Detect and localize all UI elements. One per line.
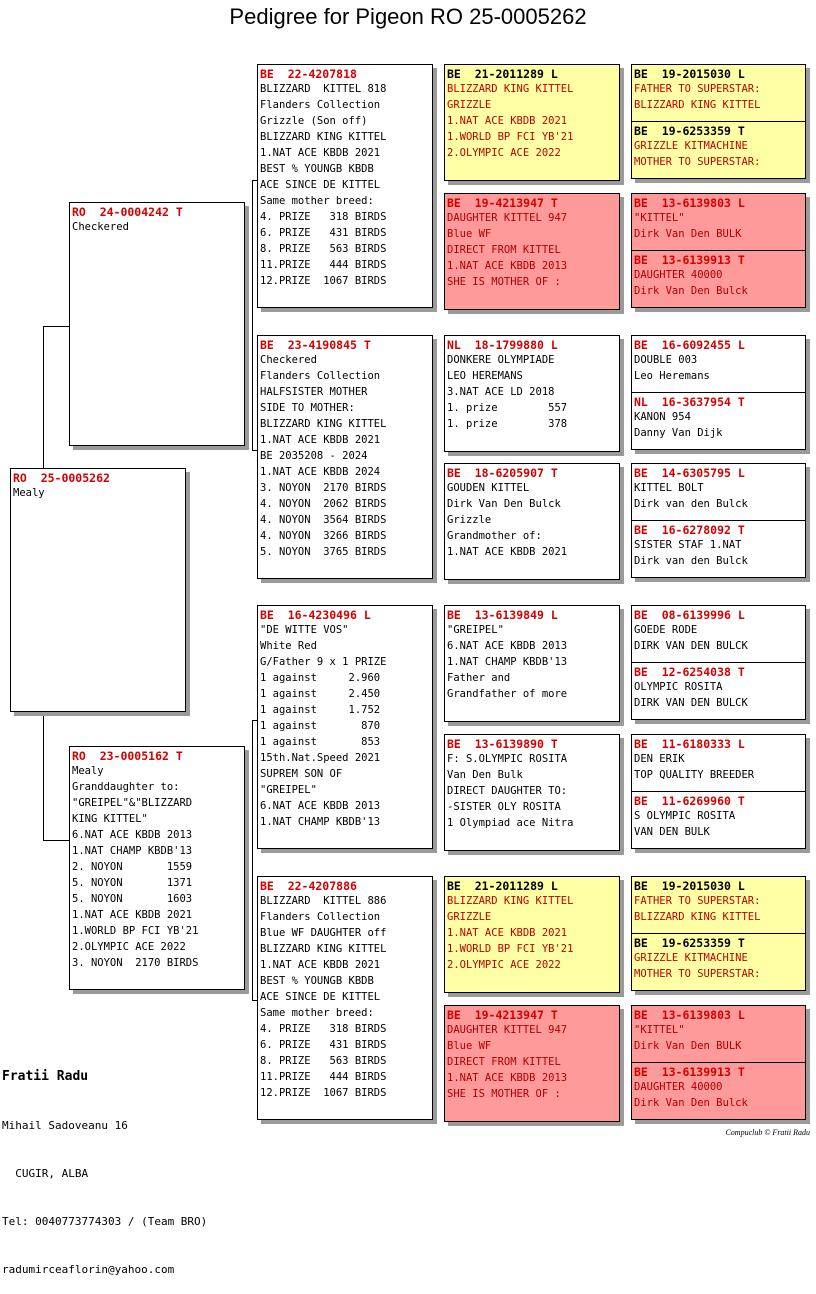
card-line: White Red — [260, 640, 317, 652]
card-line: SHE IS MOTHER OF : — [447, 1088, 561, 1100]
card-gen4 — [631, 1005, 806, 1063]
page-title: Pedigree for Pigeon RO 25-0005262 — [229, 4, 587, 29]
card-line: Dirk Van Den Bulck — [447, 498, 561, 510]
ring-number: RO 24-0004242 T — [72, 205, 183, 219]
connector-line — [252, 720, 253, 1000]
card-line: MOTHER TO SUPERSTAR: — [634, 156, 761, 168]
connector-line — [43, 712, 44, 748]
owner-line: CUGIR, ALBA — [2, 1167, 89, 1180]
card-line: "KITTEL" — [634, 212, 685, 224]
ring-number: BE 13-6139849 L — [447, 608, 558, 622]
ring-number: BE 16-4230496 L — [260, 608, 371, 622]
ring-number: BE 19-4213947 T — [447, 196, 558, 210]
card-line: BE 2035208 - 2024 — [260, 450, 368, 462]
card-line: Grizzle (Son off) — [260, 115, 368, 127]
card-line: VAN DEN BULK — [634, 826, 710, 838]
card-line: BLIZZARD KING KITTEL — [634, 911, 761, 923]
card-gen4 — [631, 121, 806, 179]
connector-line — [43, 840, 70, 841]
card-line: 2.OLYMPIC ACE 2022 — [447, 959, 561, 971]
card-gen4 — [631, 662, 806, 720]
card-line: 4. PRIZE 318 BIRDS — [260, 211, 387, 223]
card-line: KANON 954 — [634, 411, 691, 423]
card-line: FATHER TO SUPERSTAR: — [634, 895, 761, 907]
card-line: 3.NAT ACE LD 2018 — [447, 386, 555, 398]
ring-number: BE 22-4207886 — [260, 879, 357, 893]
card-line: 1. prize 378 — [447, 418, 568, 430]
card-line: 1 against 870 — [260, 720, 381, 732]
card-line: 1.NAT ACE KBDB 2021 — [260, 434, 381, 446]
card-line: 1.NAT CHAMP KBDB'13 — [260, 816, 381, 828]
card-line: F: S.OLYMPIC ROSITA — [447, 753, 568, 765]
owner-line: Mihail Sadoveanu 16 — [2, 1119, 128, 1132]
card-gen4 — [631, 734, 806, 792]
card-sire-sire — [257, 64, 433, 308]
card-line: 1.WORLD BP FCI YB'21 — [447, 131, 574, 143]
ring-number: BE 23-4190845 T — [260, 338, 371, 352]
ring-number: BE 11-6269960 T — [634, 794, 745, 808]
card-line: GRIZZLE KITMACHINE — [634, 952, 748, 964]
ring-number: BE 13-6139913 T — [634, 253, 745, 267]
card-line: 4. NOYON 3564 BIRDS — [260, 514, 387, 526]
ring-number: BE 16-6092455 L — [634, 338, 745, 352]
card-gen4 — [631, 605, 806, 663]
card-line: SIDE TO MOTHER: — [260, 402, 355, 414]
ring-number: RO 25-0005262 — [13, 471, 110, 485]
card-line: 12.PRIZE 1067 BIRDS — [260, 275, 387, 287]
card-line: BLIZZARD KITTEL 818 — [260, 83, 387, 95]
card-line: 6. PRIZE 431 BIRDS — [260, 227, 387, 239]
card-gen3 — [444, 876, 620, 993]
card-line: 1.NAT ACE KBDB 2013 — [447, 260, 568, 272]
owner-line: Tel: 0040773774303 / (Team BRO) — [2, 1215, 208, 1228]
card-line: 11.PRIZE 444 BIRDS — [260, 259, 387, 271]
card-line: 1.WORLD BP FCI YB'21 — [72, 925, 199, 937]
ring-number: BE 13-6139803 L — [634, 196, 745, 210]
card-line: Dirk Van Den BULK — [634, 1040, 742, 1052]
card-line: DONKERE OLYMPIADE — [447, 354, 555, 366]
card-line: "DE WITTE VOS" — [260, 624, 349, 636]
card-gen4 — [631, 392, 806, 450]
card-gen4 — [631, 335, 806, 393]
card-line: 1.NAT ACE KBDB 2021 — [72, 909, 193, 921]
ring-number: BE 19-2015030 L — [634, 879, 745, 893]
card-line: BLIZZARD KING KITTEL — [260, 943, 387, 955]
card-dam-sire — [257, 605, 433, 849]
card-line: Checkered — [72, 221, 129, 233]
card-line: Blue WF — [447, 1040, 492, 1052]
card-dam-dam — [257, 876, 433, 1120]
card-line: 2. NOYON 1559 — [72, 861, 193, 873]
card-sire-dam — [257, 335, 433, 579]
card-line: "GREIPEL" — [447, 624, 504, 636]
card-line: 5. NOYON 1603 — [72, 893, 193, 905]
card-line: 3. NOYON 2170 BIRDS — [72, 957, 199, 969]
card-line: BLIZZARD KING KITTEL — [260, 418, 387, 430]
card-line: 4. PRIZE 318 BIRDS — [260, 1023, 387, 1035]
card-line: DIRK VAN DEN BULCK — [634, 640, 748, 652]
card-line: 1.NAT ACE KBDB 2021 — [447, 546, 568, 558]
card-line: 4. NOYON 3266 BIRDS — [260, 530, 387, 542]
ring-number: BE 19-6253359 T — [634, 124, 745, 138]
card-line: ACE SINCE DE KITTEL — [260, 991, 381, 1003]
card-line: 1.NAT CHAMP KBDB'13 — [447, 656, 568, 668]
card-line: Grizzle — [447, 514, 492, 526]
card-line: 1.NAT ACE KBDB 2021 — [447, 927, 568, 939]
card-line: DAUGHTER KITTEL 947 — [447, 1024, 568, 1036]
card-line: KITTEL BOLT — [634, 482, 704, 494]
card-line: 5. NOYON 1371 — [72, 877, 193, 889]
card-line: DOUBLE 003 — [634, 354, 698, 366]
card-line: 1 against 1.752 — [260, 704, 381, 716]
owner-info — [2, 1036, 207, 1294]
card-line: 8. PRIZE 563 BIRDS — [260, 1055, 387, 1067]
card-line: Granddaughter to: — [72, 781, 180, 793]
connector-line — [43, 326, 71, 327]
ring-number: BE 08-6139996 L — [634, 608, 745, 622]
card-line: 4. NOYON 2062 BIRDS — [260, 498, 387, 510]
card-gen3 — [444, 734, 620, 851]
card-line: Blue WF — [447, 228, 492, 240]
card-line: Same mother breed: — [260, 1007, 374, 1019]
card-gen3 — [444, 64, 620, 181]
connector-line — [43, 748, 44, 840]
card-line: GRIZZLE — [447, 99, 492, 111]
card-line: SISTER STAF 1.NAT — [634, 539, 742, 551]
card-line: 1. prize 557 — [447, 402, 568, 414]
footer-credit: Compuclub © Fratii Radu — [725, 1128, 810, 1137]
ring-number: BE 22-4207818 — [260, 67, 357, 81]
card-line: Dirk Van Den Bulck — [634, 1097, 748, 1109]
connector-line — [43, 326, 44, 470]
card-line: DAUGHTER 40000 — [634, 1081, 723, 1093]
card-line: GOUDEN KITTEL — [447, 482, 530, 494]
card-line: Mealy — [13, 487, 45, 499]
card-gen4 — [631, 250, 806, 308]
card-sire — [69, 202, 245, 446]
card-line: 6.NAT ACE KBDB 2013 — [72, 829, 193, 841]
card-gen4 — [631, 876, 806, 934]
card-line: 6. PRIZE 431 BIRDS — [260, 1039, 387, 1051]
card-line: 2.OLYMPIC ACE 2022 — [72, 941, 186, 953]
card-line: 3. NOYON 2170 BIRDS — [260, 482, 387, 494]
card-line: Dirk van den Bulck — [634, 498, 748, 510]
card-subject — [10, 468, 186, 712]
ring-number: NL 16-3637954 T — [634, 395, 745, 409]
card-line: GRIZZLE — [447, 911, 492, 923]
card-line: Flanders Collection — [260, 99, 381, 111]
card-line: BEST % YOUNGB KBDB — [260, 975, 374, 987]
card-line: BLIZZARD KING KITTEL — [634, 99, 761, 111]
card-line: BLIZZARD KITTEL 886 — [260, 895, 387, 907]
card-line: DIRK VAN DEN BULCK — [634, 697, 748, 709]
card-line: G/Father 9 x 1 PRIZE — [260, 656, 387, 668]
card-line: Father and — [447, 672, 511, 684]
card-line: DEN ERIK — [634, 753, 685, 765]
card-line: 1 against 2.450 — [260, 688, 381, 700]
card-gen4 — [631, 193, 806, 251]
card-gen3 — [444, 1005, 620, 1122]
card-line: 6.NAT ACE KBDB 2013 — [447, 640, 568, 652]
ring-number: BE 13-6139913 T — [634, 1065, 745, 1079]
connector-line — [252, 180, 253, 450]
card-gen4 — [631, 791, 806, 849]
card-line: 1.NAT ACE KBDB 2021 — [260, 959, 381, 971]
card-line: 15th.Nat.Speed 2021 — [260, 752, 381, 764]
card-line: -SISTER OLY ROSITA — [447, 801, 561, 813]
ring-number: BE 12-6254038 T — [634, 665, 745, 679]
card-line: 1 against 2.960 — [260, 672, 381, 684]
card-line: Dirk van den Bulck — [634, 555, 748, 567]
card-line: FATHER TO SUPERSTAR: — [634, 83, 761, 95]
card-gen4 — [631, 520, 806, 578]
card-line: 1.NAT ACE KBDB 2013 — [447, 1072, 568, 1084]
card-line: DAUGHTER 40000 — [634, 269, 723, 281]
ring-number: BE 19-4213947 T — [447, 1008, 558, 1022]
card-line: 6.NAT ACE KBDB 2013 — [260, 800, 381, 812]
card-line: OLYMPIC ROSITA — [634, 681, 723, 693]
card-gen3 — [444, 463, 620, 580]
ring-number: BE 19-2015030 L — [634, 67, 745, 81]
card-line: 1.NAT ACE KBDB 2021 — [260, 147, 381, 159]
card-line: Blue WF DAUGHTER off — [260, 927, 387, 939]
card-line: Flanders Collection — [260, 370, 381, 382]
card-line: Checkered — [260, 354, 317, 366]
card-line: "KITTEL" — [634, 1024, 685, 1036]
card-line: 12.PRIZE 1067 BIRDS — [260, 1087, 387, 1099]
ring-number: BE 19-6253359 T — [634, 936, 745, 950]
card-line: DIRECT FROM KITTEL — [447, 244, 561, 256]
card-gen3 — [444, 605, 620, 722]
card-line: 5. NOYON 3765 BIRDS — [260, 546, 387, 558]
card-line: LEO HEREMANS — [447, 370, 523, 382]
card-line: BLIZZARD KING KITTEL — [260, 131, 387, 143]
card-line: Dirk Van Den BULK — [634, 228, 742, 240]
card-line: Same mother breed: — [260, 195, 374, 207]
ring-number: BE 14-6305795 L — [634, 466, 745, 480]
card-line: KING KITTEL" — [72, 813, 148, 825]
card-line: BLIZZARD KING KITTEL — [447, 895, 574, 907]
card-line: MOTHER TO SUPERSTAR: — [634, 968, 761, 980]
card-line: GRIZZLE KITMACHINE — [634, 140, 748, 152]
card-gen4 — [631, 64, 806, 122]
card-line: 1.NAT CHAMP KBDB'13 — [72, 845, 193, 857]
ring-number: BE 13-6139890 T — [447, 737, 558, 751]
card-line: S OLYMPIC ROSITA — [634, 810, 736, 822]
card-line: 11.PRIZE 444 BIRDS — [260, 1071, 387, 1083]
ring-number: NL 18-1799880 L — [447, 338, 558, 352]
card-gen4 — [631, 463, 806, 521]
ring-number: BE 16-6278092 T — [634, 523, 745, 537]
card-gen3 — [444, 335, 620, 452]
card-line: Grandfather of more — [447, 688, 568, 700]
card-gen4 — [631, 1062, 806, 1120]
ring-number: RO 23-0005162 T — [72, 749, 183, 763]
owner-name: Fratii Radu — [2, 1069, 89, 1084]
ring-number: BE 18-6205907 T — [447, 466, 558, 480]
card-line: 1 against 853 — [260, 736, 381, 748]
card-line: 1 Olympiad ace Nitra — [447, 817, 574, 829]
card-line: Danny Van Dijk — [634, 427, 723, 439]
card-line: DAUGHTER KITTEL 947 — [447, 212, 568, 224]
card-line: BEST % YOUNGB KBDB — [260, 163, 374, 175]
card-line: Leo Heremans — [634, 370, 710, 382]
card-line: 1.NAT ACE KBDB 2021 — [447, 115, 568, 127]
card-line: ACE SINCE DE KITTEL — [260, 179, 381, 191]
card-line: 1.NAT ACE KBDB 2024 — [260, 466, 381, 478]
card-line: Grandmother of: — [447, 530, 542, 542]
card-dam — [69, 746, 245, 990]
ring-number: BE 21-2011289 L — [447, 879, 558, 893]
card-line: SUPREM SON OF — [260, 768, 343, 780]
card-gen4 — [631, 933, 806, 991]
ring-number: BE 13-6139803 L — [634, 1008, 745, 1022]
ring-number: BE 11-6180333 L — [634, 737, 745, 751]
card-line: Mealy — [72, 765, 104, 777]
card-line: "GREIPEL" — [260, 784, 317, 796]
card-line: 2.OLYMPIC ACE 2022 — [447, 147, 561, 159]
card-line: Dirk Van Den Bulck — [634, 285, 748, 297]
card-line: BLIZZARD KING KITTEL — [447, 83, 574, 95]
card-line: SHE IS MOTHER OF : — [447, 276, 561, 288]
owner-email: radumirceaflorin@yahoo.com — [2, 1263, 175, 1276]
card-line: TOP QUALITY BREEDER — [634, 769, 755, 781]
card-line: Flanders Collection — [260, 911, 381, 923]
card-line: "GREIPEL"&"BLIZZARD — [72, 797, 193, 809]
card-line: DIRECT FROM KITTEL — [447, 1056, 561, 1068]
ring-number: BE 21-2011289 L — [447, 67, 558, 81]
card-line: 8. PRIZE 563 BIRDS — [260, 243, 387, 255]
card-line: Van Den Bulk — [447, 769, 523, 781]
card-line: DIRECT DAUGHTER TO: — [447, 785, 568, 797]
card-line: 1.WORLD BP FCI YB'21 — [447, 943, 574, 955]
card-line: HALFSISTER MOTHER — [260, 386, 368, 398]
card-gen3 — [444, 193, 620, 310]
card-line: GOEDE RODE — [634, 624, 698, 636]
